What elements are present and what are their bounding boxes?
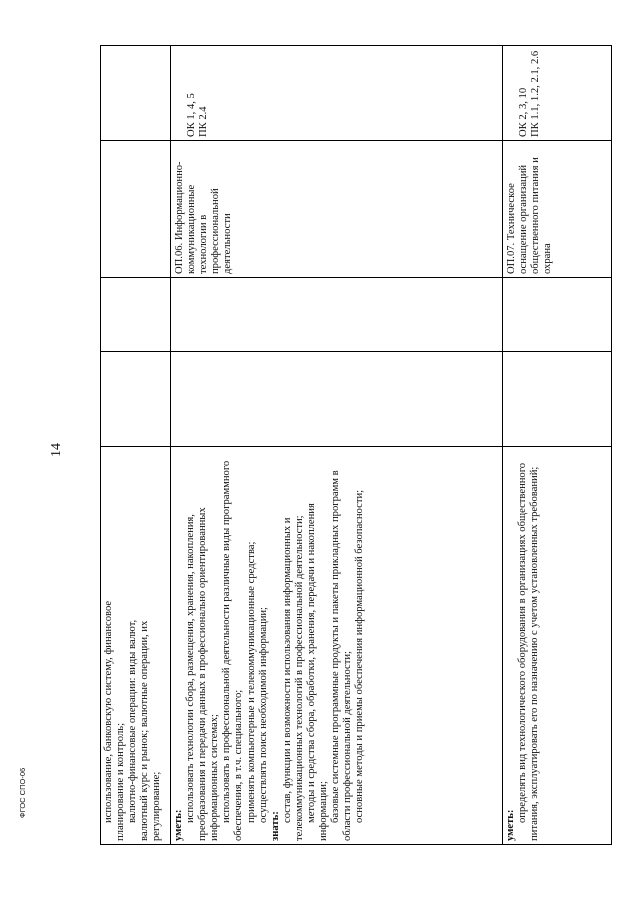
row1-content-cell — [103, 449, 169, 841]
competency-codes: ОК 1, 4, 5 ПК 2.4 — [186, 93, 210, 137]
list-item: состав, функции и возможности использования информационных и телекоммуникационных технологий в профессиональной деятельности; — [281, 515, 305, 841]
content-line: валютный курс и рынок; валютные операции, их — [139, 620, 151, 841]
content-line: валютно-финансовые операции: виды валют, — [127, 619, 139, 823]
content-line: планирование и контроль; — [115, 722, 127, 841]
column-divider — [100, 277, 612, 278]
discipline-title: ОП.07. Техническое оснащение организаций общественного питания и охрана — [506, 157, 554, 274]
list-item: использовать в профессиональной деятельности различные виды программного обеспечения, в т.ч. специального; — [221, 460, 245, 841]
row2-discipline-cell — [174, 144, 500, 274]
list-item: базовые системные программные продукты и пакеты прикладных программ в области профессиональной деятельности; — [330, 470, 354, 841]
list-item: основные методы и приемы обеспечения информационной безопасности; — [354, 489, 366, 823]
list-item: использовать технологии сбора, размещения, хранения, накопления, преобразования и передачи данных в профессионально ориентированных информационных системах; — [185, 507, 221, 841]
row2-content-cell — [173, 449, 501, 841]
row3-discipline-cell — [506, 144, 610, 274]
competency-codes: ОК 2, 3, 10 ПК 1.1, 1.2, 2.1, 2.6 — [518, 50, 542, 137]
list-item: осуществлять поиск необходимой информации; — [257, 607, 269, 823]
content-line: регулирование; — [151, 771, 163, 841]
column-divider — [100, 446, 612, 447]
column-divider — [100, 351, 612, 352]
page-number: 14 — [49, 443, 64, 457]
table-border-left — [100, 844, 612, 845]
column-divider — [100, 140, 612, 141]
content-line: использование, банковскую систему, финансовое — [103, 600, 114, 823]
umet-label: уметь: — [173, 809, 184, 841]
list-item: методы и средства сбора, обработки, хранения, передачи и накопления информации; — [306, 503, 330, 841]
footer-code: ФГОС СПО-06 — [18, 767, 27, 818]
umet-label: уметь: — [505, 809, 516, 841]
curriculum-table — [100, 45, 612, 845]
row2-competencies-cell — [174, 49, 500, 137]
row3-content-cell — [505, 449, 610, 841]
table-border-right — [100, 45, 612, 46]
row3-competencies-cell — [506, 49, 610, 137]
discipline-title: ОП.06. Информационно-коммуникационные технологии в профессиональной деятельности — [174, 161, 234, 274]
list-item: определять вид технологического оборудования в организациях общественного питания, эксплуатировать его по назначению с учетом установленных требований; — [517, 462, 541, 841]
znat-label: знать: — [269, 811, 281, 841]
list-item: применять компьютерные и телекоммуникационные средства; — [245, 541, 257, 823]
